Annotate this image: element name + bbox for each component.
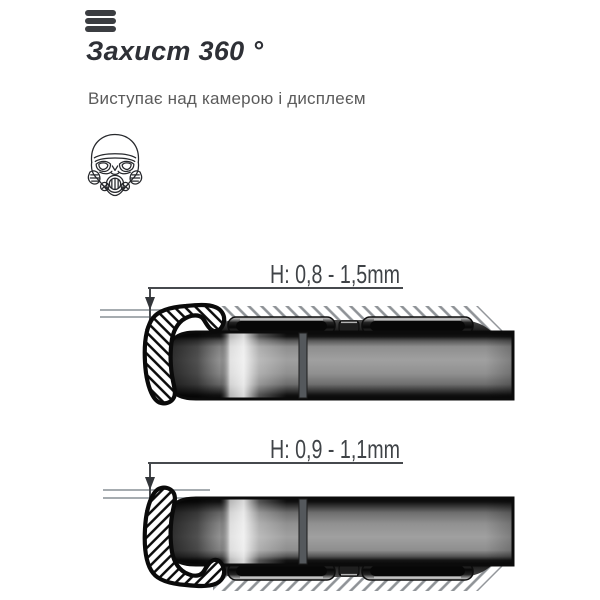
diagram-display-side [103, 434, 513, 591]
phone-body-shading [170, 332, 513, 399]
dimension-label: H: 0,8 - 1,5mm [270, 259, 400, 289]
antenna-seam [299, 333, 307, 398]
diagram-camera-side [100, 259, 513, 403]
arrow-down-icon [145, 297, 155, 310]
dimension-label: H: 0,9 - 1,1mm [270, 434, 400, 464]
camera-flash [339, 321, 359, 332]
arrow-down-icon [145, 477, 155, 490]
page-subtitle: Виступає над камерою і дисплеєм [88, 89, 366, 108]
page-title: Захист 360 ° [86, 36, 264, 66]
